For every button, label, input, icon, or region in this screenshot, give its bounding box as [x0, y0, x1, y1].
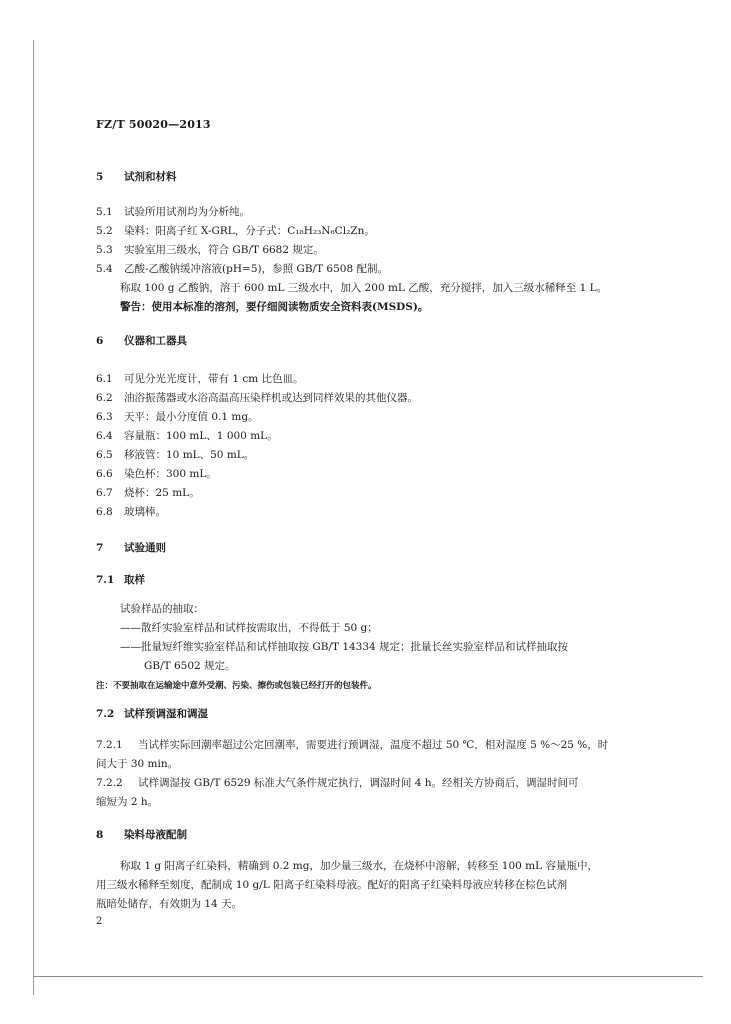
scan-edge-left [33, 40, 34, 995]
clause-6-5: 6.5 移液管：10 mL、50 mL。 [96, 449, 255, 461]
section-8-line-2: 用三级水稀释至刻度，配制成 10 g/L 阳离子红染料母液。配好的阳离子红染料母液应转移在棕色试剂 [96, 879, 568, 891]
sampling-bullet-2-cont: GB/T 6502 规定。 [144, 660, 236, 672]
clause-5-4-procedure: 称取 100 g 乙酸钠，溶于 600 mL 三级水中，加入 200 mL 乙酸，充分搅拌，加入三级水稀释至 1 L。 [120, 282, 608, 294]
clause-7-2-1-line1: 7.2.1 当试样实际回潮率超过公定回潮率，需要进行预调湿，温度不超过 50 ℃，相对湿度 5 %～25 %，时 [96, 739, 609, 751]
clause-7-2-1-line2: 间大于 30 min。 [96, 758, 179, 770]
clause-6-1: 6.1 可见分光光度计，带有 1 cm 比色皿。 [96, 373, 304, 385]
clause-5-1: 5.1 试验所用试剂均为分析纯。 [96, 206, 250, 218]
section-7-heading: 7 试验通则 [96, 542, 166, 554]
clause-6-7: 6.7 烧杯：25 mL。 [96, 487, 200, 499]
section-5-heading: 5 试剂和材料 [96, 171, 177, 183]
section-8-line-3: 瓶暗处储存，有效期为 14 天。 [96, 898, 243, 910]
section-8-heading: 8 染料母液配制 [96, 829, 187, 841]
sampling-note: 注：不要抽取在运输途中意外受潮、污染、擦伤或包装已经打开的包装件。 [96, 681, 377, 691]
clause-6-2: 6.2 油浴振荡器或水浴高温高压染样机或达到同样效果的其他仪器。 [96, 392, 418, 404]
sampling-bullet-1: ——散纤实验室样品和试样按需取出，不得低于 50 g； [120, 622, 378, 634]
clause-6-8: 6.8 玻璃棒。 [96, 506, 166, 518]
clause-6-4: 6.4 容量瓶：100 mL、1 000 mL。 [96, 430, 278, 442]
clause-6-6: 6.6 染色杯：300 mL。 [96, 468, 217, 480]
warning-text: 警告：使用本标准的溶剂，要仔细阅读物质安全资料表(MSDS)。 [120, 301, 429, 313]
standard-number-header: FZ/T 50020—2013 [96, 118, 211, 131]
page-number: 2 [96, 916, 103, 927]
clause-5-2: 5.2 染料：阳离子红 X-GRL，分子式：C₁₈H₂₃N₆Cl₂Zn。 [96, 225, 375, 237]
sampling-intro: 试验样品的抽取： [120, 603, 204, 615]
clause-7-2-2-line1: 7.2.2 试样调湿按 GB/T 6529 标准大气条件规定执行，调湿时间 4 h。经相关方协商后，调湿时间可 [96, 777, 579, 789]
clause-7-2-2-line2: 缩短为 2 h。 [96, 796, 159, 808]
clause-5-3: 5.3 实验室用三级水，符合 GB/T 6682 规定。 [96, 244, 324, 256]
section-6-heading: 6 仪器和工器具 [96, 335, 187, 347]
clause-7-2-heading: 7.2 试样预调湿和调湿 [96, 708, 208, 720]
section-8-line-1: 称取 1 g 阳离子红染料，精确到 0.2 mg，加少量三级水，在烧杯中溶解，转移至 100 mL 容量瓶中， [120, 860, 598, 872]
clause-5-4: 5.4 乙酸-乙酸钠缓冲溶液(pH=5)，参照 GB/T 6508 配制。 [96, 263, 388, 275]
clause-6-3: 6.3 天平：最小分度值 0.1 mg。 [96, 411, 259, 423]
scan-edge-bottom [33, 976, 703, 977]
sampling-bullet-2: ——批量短纤维实验室样品和试样抽取按 GB/T 14334 规定；批量长丝实验室样品和试样抽取按 [120, 641, 569, 653]
clause-7-1-heading: 7.1 取样 [96, 574, 145, 586]
